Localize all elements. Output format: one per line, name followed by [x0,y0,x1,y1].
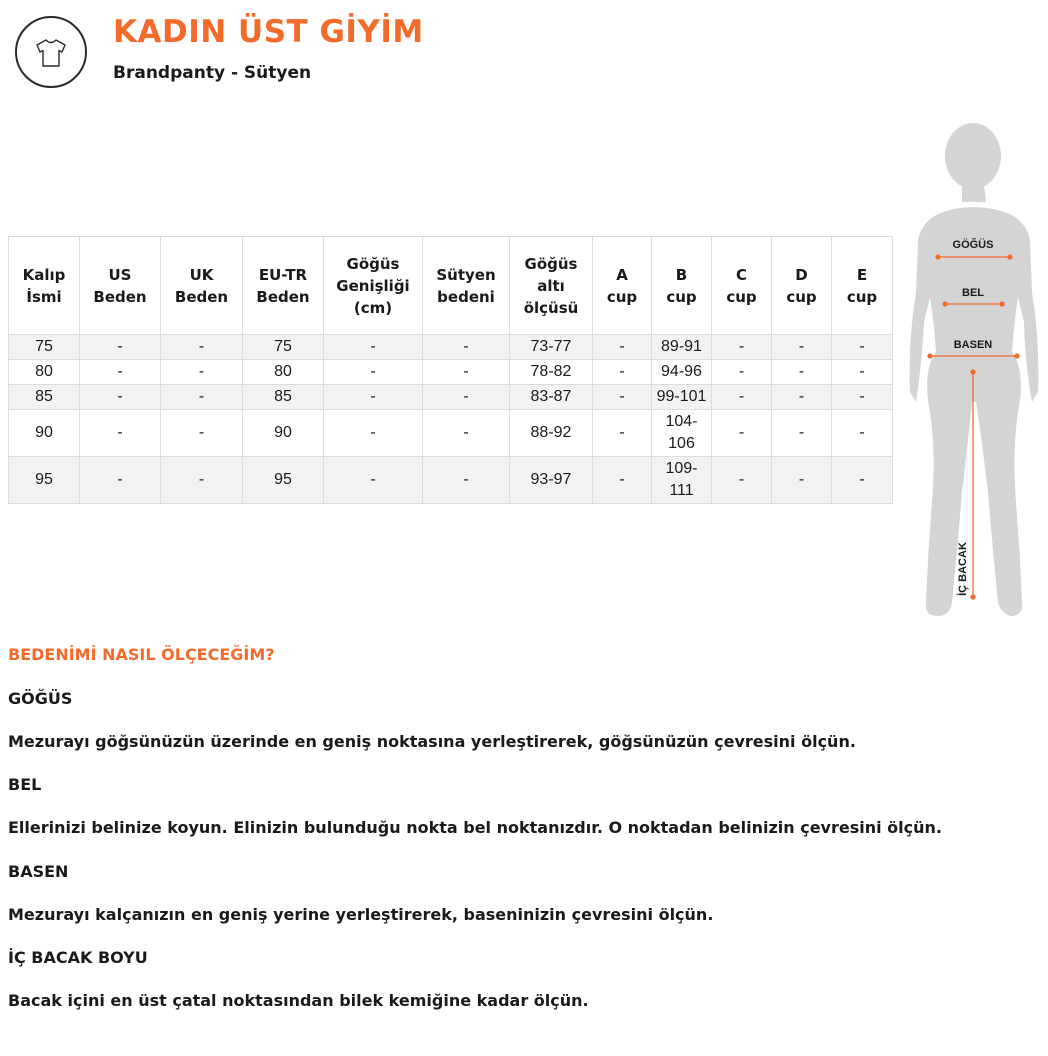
size-chart-table [8,236,893,504]
table-cell: 95 [243,457,324,504]
column-header [324,237,423,335]
table-row [9,385,893,410]
chest-label: GÖĞÜS [952,239,994,251]
column-header-line: İsmi [26,287,62,306]
table-cell: - [324,360,423,385]
inseam-label: İÇ BACAK [957,542,969,596]
table-cell: - [712,335,772,360]
table-cell: - [593,360,652,385]
table-cell: 75 [243,335,324,360]
column-header [423,237,510,335]
page-title: KADIN ÜST GİYİM [113,14,424,50]
table-cell: 90 [243,410,324,457]
guide-text-hip: Mezurayı kalçanızın en geniş yerine yerleştirerek, baseninizin çevresini ölçün. [8,905,714,924]
column-header [593,237,652,335]
column-header-line: cup [846,287,878,306]
table-cell: - [712,410,772,457]
table-cell: - [423,335,510,360]
table-cell: - [712,457,772,504]
column-header-line: cup [666,287,697,306]
table-cell: 83-87 [510,385,593,410]
guide-heading-inseam: İÇ BACAK BOYU [8,948,148,967]
table-cell: 73-77 [510,335,593,360]
tshirt-icon [15,16,87,88]
hip-label: BASEN [953,339,993,351]
column-header [652,237,712,335]
column-header-line: cup [786,287,817,306]
column-header [772,237,832,335]
table-cell: 78-82 [510,360,593,385]
body-measurement-figure [900,122,1048,622]
column-header-line: D [795,265,808,284]
column-header-line: Göğüs [346,254,400,273]
table-cell: - [80,457,161,504]
table-cell: - [712,385,772,410]
column-header-line: E [856,265,868,284]
table-cell: - [161,410,243,457]
column-header-line: cup [606,287,638,306]
table-cell: - [832,457,893,504]
table-cell: 89-91 [652,335,712,360]
table-cell: - [80,385,161,410]
table-cell: 99-101 [652,385,712,410]
table-cell: 95 [9,457,80,504]
table-cell: 104- 106 [652,410,712,457]
column-header [510,237,593,335]
table-cell: 88-92 [510,410,593,457]
table-cell: - [832,410,893,457]
page-subtitle: Brandpanty - Sütyen [113,63,312,83]
table-row [9,410,893,457]
column-header [712,237,772,335]
table-cell: 109- 111 [652,457,712,504]
table-cell: - [772,335,832,360]
column-header [80,237,161,335]
table-cell: 85 [243,385,324,410]
table-cell: - [423,410,510,457]
table-cell: - [772,385,832,410]
column-header-line: EU-TR [258,265,308,284]
column-header [832,237,893,335]
column-header-line: bedeni [437,287,495,306]
column-header-line: ölçüsü [523,298,579,317]
table-cell: 93-97 [510,457,593,504]
table-cell: - [423,457,510,504]
table-cell: - [832,335,893,360]
table-cell: - [712,360,772,385]
table-cell: - [593,335,652,360]
column-header [161,237,243,335]
waist-label: BEL [962,287,984,299]
column-header-line: Beden [256,287,310,306]
table-cell: - [423,360,510,385]
column-header-line: UK [189,265,214,284]
table-cell: 94-96 [652,360,712,385]
column-header-line: (cm) [353,298,393,317]
column-header-line: Beden [93,287,147,306]
table-header-row [9,237,893,335]
table-cell: - [161,385,243,410]
guide-text-waist: Ellerinizi belinize koyun. Elinizin bulunduğu nokta bel noktanızdır. O noktadan belinizin çevresini ölçün. [8,818,942,837]
column-header-line: US [108,265,132,284]
table-cell: - [161,335,243,360]
column-header-line: cup [726,287,757,306]
table-cell: - [772,457,832,504]
table-cell: - [80,335,161,360]
guide-heading-hip: BASEN [8,862,69,881]
table-cell: - [161,457,243,504]
table-cell: - [772,410,832,457]
table-row [9,335,893,360]
table-cell: - [324,385,423,410]
table-cell: 85 [9,385,80,410]
guide-text-chest: Mezurayı göğsünüzün üzerinde en geniş noktasına yerleştirerek, göğsünüzün çevresini ölçün. [8,732,856,751]
table-cell: - [772,360,832,385]
table-row [9,360,893,385]
guide-question: BEDENİMİ NASIL ÖLÇECEĞİM? [8,645,275,664]
column-header-line: Beden [174,287,229,306]
table-cell: 90 [9,410,80,457]
table-cell: - [593,385,652,410]
column-header-line: altı [537,276,565,295]
column-header [9,237,80,335]
table-body [9,335,893,504]
table-cell: 75 [9,335,80,360]
column-header-line: C [735,265,747,284]
table-cell: - [324,457,423,504]
table-cell: 80 [9,360,80,385]
table-cell: - [832,360,893,385]
column-header-line: Göğüs [524,254,578,273]
column-header [243,237,324,335]
table-row [9,457,893,504]
column-header-line: Genişliği [336,276,410,295]
table-cell: - [80,360,161,385]
table-cell: - [324,410,423,457]
guide-text-inseam: Bacak içini en üst çatal noktasından bilek kemiğine kadar ölçün. [8,991,589,1010]
table-cell: - [423,385,510,410]
column-header-line: Sütyen [436,265,496,284]
column-header-line: A [616,265,628,284]
column-header-line: B [675,265,688,284]
column-header-line: Kalıp [22,265,66,284]
table-cell: - [80,410,161,457]
table-cell: - [593,457,652,504]
table-cell: - [832,385,893,410]
table-cell: - [161,360,243,385]
guide-heading-chest: GÖĞÜS [8,689,73,708]
guide-heading-waist: BEL [8,775,42,794]
body-silhouette [910,123,1039,616]
table-cell: - [324,335,423,360]
table-cell: - [593,410,652,457]
table-cell: 80 [243,360,324,385]
